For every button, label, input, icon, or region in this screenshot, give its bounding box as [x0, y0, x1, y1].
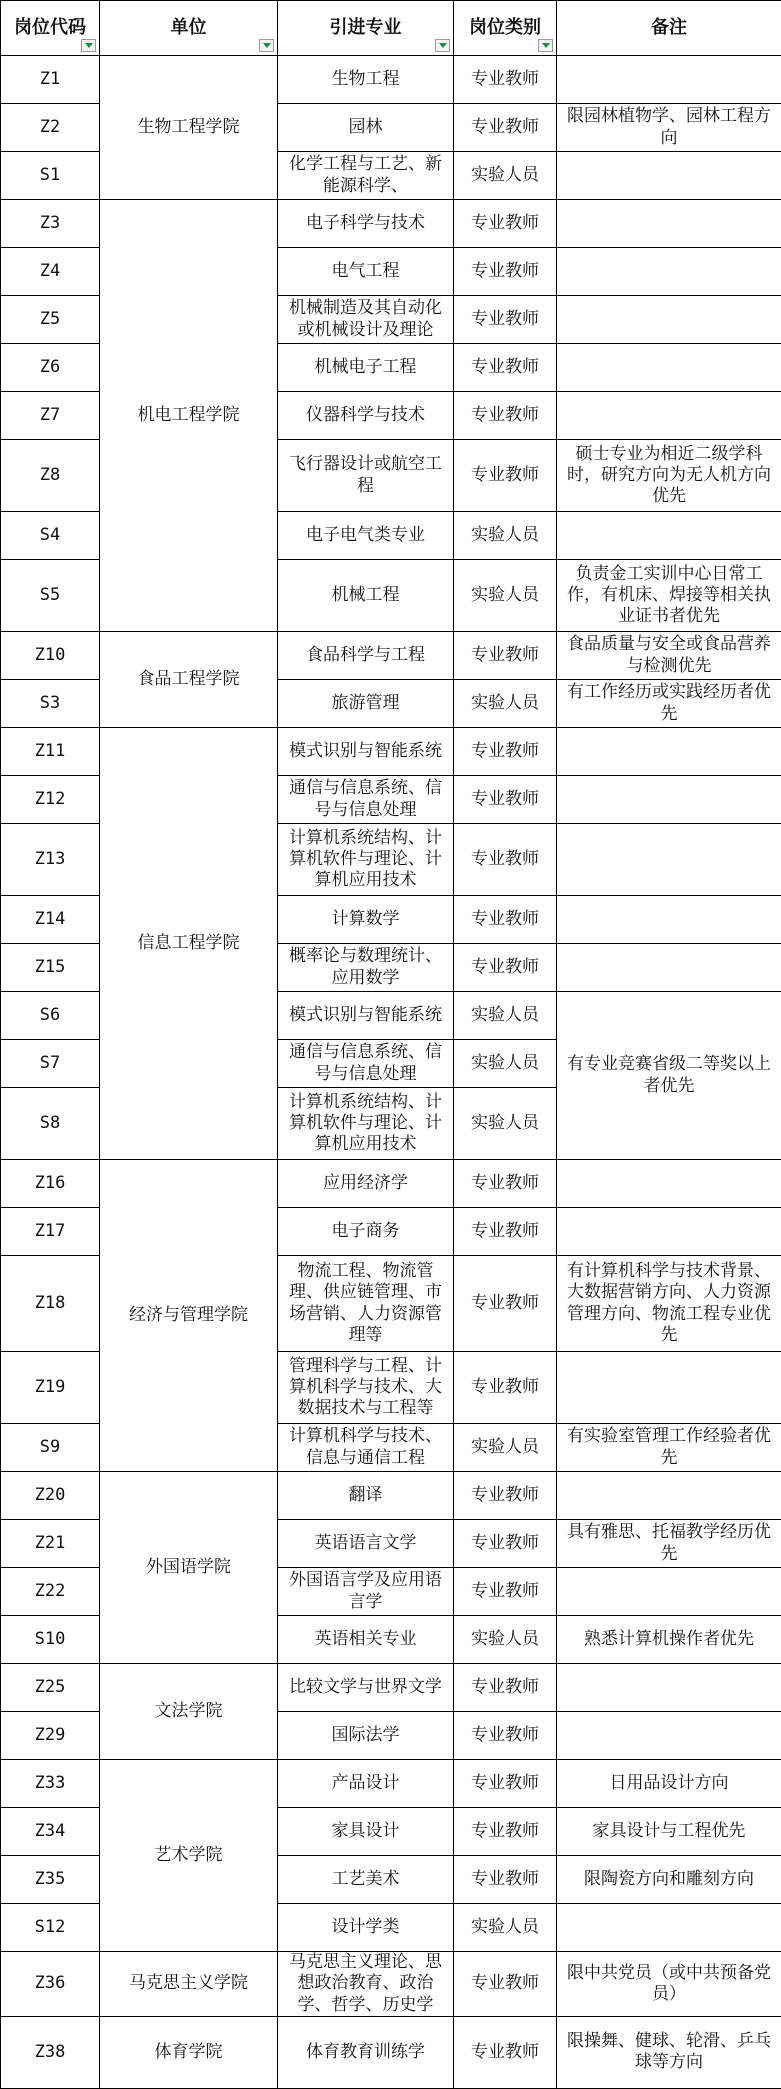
- position-type-cell: 实验人员: [454, 1424, 557, 1472]
- note-cell: 限陶瓷方向和雕刻方向: [557, 1856, 781, 1904]
- unit-cell: 马克思主义学院: [100, 1952, 278, 2017]
- note-cell: 硕士专业为相近二级学科时，研究方向为无人机方向优先: [557, 440, 781, 512]
- position-code-cell: Z22: [1, 1568, 100, 1616]
- position-type-cell: 实验人员: [454, 992, 557, 1040]
- note-cell: [557, 776, 781, 824]
- position-type-cell: 专业教师: [454, 776, 557, 824]
- major-cell: 管理科学与工程、计算机科学与技术、大数据技术与工程等: [278, 1352, 454, 1424]
- position-code-cell: S7: [1, 1040, 100, 1088]
- header-cell: [557, 1, 781, 56]
- table-row: [1, 728, 781, 776]
- unit-cell: 经济与管理学院: [100, 1160, 278, 1472]
- note-cell: [557, 248, 781, 296]
- position-code-cell: Z2: [1, 104, 100, 152]
- position-type-cell: 实验人员: [454, 1040, 557, 1088]
- major-cell: 机械电子工程: [278, 344, 454, 392]
- major-cell: 食品科学与工程: [278, 632, 454, 680]
- position-code-cell: Z25: [1, 1664, 100, 1712]
- position-type-cell: 专业教师: [454, 440, 557, 512]
- major-cell: 家具设计: [278, 1808, 454, 1856]
- header-label: 备注: [651, 17, 687, 38]
- major-cell: 化学工程与工艺、新能源科学、: [278, 152, 454, 200]
- position-type-cell: 专业教师: [454, 392, 557, 440]
- position-code-cell: Z8: [1, 440, 100, 512]
- note-cell: 负责金工实训中心日常工作，有机床、焊接等相关执业证书者优先: [557, 560, 781, 632]
- position-code-cell: Z10: [1, 632, 100, 680]
- filter-dropdown-icon[interactable]: [81, 39, 96, 52]
- position-type-cell: 实验人员: [454, 680, 557, 728]
- major-cell: 电子科学与技术: [278, 200, 454, 248]
- position-code-cell: S9: [1, 1424, 100, 1472]
- header-cell: [278, 1, 454, 56]
- note-cell: [557, 1664, 781, 1712]
- note-cell: 有计算机科学与技术背景、大数据营销方向、人力资源管理方向、物流工程专业优先: [557, 1256, 781, 1352]
- position-code-cell: Z35: [1, 1856, 100, 1904]
- major-cell: 模式识别与智能系统: [278, 728, 454, 776]
- filter-dropdown-icon[interactable]: [259, 39, 274, 52]
- unit-cell: 体育学院: [100, 2016, 278, 2088]
- major-cell: 概率论与数理统计、应用数学: [278, 944, 454, 992]
- table-row: [1, 2016, 781, 2088]
- major-cell: 计算机系统结构、计算机软件与理论、计算机应用技术: [278, 824, 454, 896]
- position-type-cell: 专业教师: [454, 1760, 557, 1808]
- note-cell: [557, 1352, 781, 1424]
- position-code-cell: Z38: [1, 2016, 100, 2088]
- major-cell: 产品设计: [278, 1760, 454, 1808]
- major-cell: 仪器科学与技术: [278, 392, 454, 440]
- note-cell: [557, 1904, 781, 1952]
- unit-cell: 艺术学院: [100, 1760, 278, 1952]
- major-cell: 电子电气类专业: [278, 512, 454, 560]
- filter-dropdown-icon[interactable]: [538, 39, 553, 52]
- major-cell: 应用经济学: [278, 1160, 454, 1208]
- major-cell: 计算机科学与技术、信息与通信工程: [278, 1424, 454, 1472]
- position-type-cell: 实验人员: [454, 152, 557, 200]
- note-cell: 食品质量与安全或食品营养与检测优先: [557, 632, 781, 680]
- note-cell: 家具设计与工程优先: [557, 1808, 781, 1856]
- position-type-cell: 专业教师: [454, 1256, 557, 1352]
- header-label: 岗位类别: [469, 17, 541, 38]
- position-type-cell: 专业教师: [454, 1664, 557, 1712]
- major-cell: 国际法学: [278, 1712, 454, 1760]
- position-type-cell: 专业教师: [454, 56, 557, 104]
- header-cell: [454, 1, 557, 56]
- note-cell: [557, 512, 781, 560]
- unit-cell: 机电工程学院: [100, 200, 278, 632]
- position-code-cell: Z19: [1, 1352, 100, 1424]
- note-cell: [557, 1568, 781, 1616]
- major-cell: 通信与信息系统、信号与信息处理: [278, 776, 454, 824]
- note-cell: 限操舞、健球、轮滑、乒乓球等方向: [557, 2016, 781, 2088]
- position-code-cell: Z17: [1, 1208, 100, 1256]
- header-label: 引进专业: [330, 17, 402, 38]
- position-code-cell: S6: [1, 992, 100, 1040]
- position-type-cell: 专业教师: [454, 248, 557, 296]
- major-cell: 机械工程: [278, 560, 454, 632]
- position-type-cell: 专业教师: [454, 200, 557, 248]
- note-cell: [557, 200, 781, 248]
- unit-cell: 食品工程学院: [100, 632, 278, 728]
- note-cell: 日用品设计方向: [557, 1760, 781, 1808]
- position-code-cell: Z16: [1, 1160, 100, 1208]
- position-code-cell: Z5: [1, 296, 100, 344]
- major-cell: 比较文学与世界文学: [278, 1664, 454, 1712]
- position-type-cell: 专业教师: [454, 944, 557, 992]
- note-cell: 限中共党员（或中共预备党员）: [557, 1952, 781, 2017]
- note-cell: [557, 1712, 781, 1760]
- position-code-cell: Z1: [1, 56, 100, 104]
- major-cell: 英语相关专业: [278, 1616, 454, 1664]
- position-code-cell: Z29: [1, 1712, 100, 1760]
- major-cell: 园林: [278, 104, 454, 152]
- position-code-cell: Z15: [1, 944, 100, 992]
- position-code-cell: Z3: [1, 200, 100, 248]
- note-cell: [557, 296, 781, 344]
- position-type-cell: 专业教师: [454, 728, 557, 776]
- position-code-cell: Z34: [1, 1808, 100, 1856]
- position-type-cell: 专业教师: [454, 1808, 557, 1856]
- position-code-cell: S4: [1, 512, 100, 560]
- position-type-cell: 实验人员: [454, 1088, 557, 1160]
- position-type-cell: 实验人员: [454, 1616, 557, 1664]
- header-label: 岗位代码: [14, 17, 86, 38]
- position-type-cell: 专业教师: [454, 1856, 557, 1904]
- table-row: [1, 1160, 781, 1208]
- major-cell: 体育教育训练学: [278, 2016, 454, 2088]
- position-type-cell: 专业教师: [454, 104, 557, 152]
- unit-cell: 外国语学院: [100, 1472, 278, 1664]
- note-cell: [557, 896, 781, 944]
- major-cell: 英语语言文学: [278, 1520, 454, 1568]
- position-code-cell: Z21: [1, 1520, 100, 1568]
- table-row: [1, 200, 781, 248]
- position-type-cell: 专业教师: [454, 632, 557, 680]
- position-type-cell: 实验人员: [454, 512, 557, 560]
- major-cell: 计算数学: [278, 896, 454, 944]
- position-code-cell: Z11: [1, 728, 100, 776]
- position-type-cell: 专业教师: [454, 1712, 557, 1760]
- note-cell: 有专业竞赛省级二等奖以上者优先: [557, 992, 781, 1160]
- position-code-cell: Z4: [1, 248, 100, 296]
- position-code-cell: S8: [1, 1088, 100, 1160]
- note-cell: [557, 1472, 781, 1520]
- header-cell: [1, 1, 100, 56]
- position-code-cell: S1: [1, 152, 100, 200]
- note-cell: 熟悉计算机操作者优先: [557, 1616, 781, 1664]
- major-cell: 模式识别与智能系统: [278, 992, 454, 1040]
- note-cell: [557, 152, 781, 200]
- filter-dropdown-icon[interactable]: [435, 39, 450, 52]
- major-cell: 外国语言学及应用语言学: [278, 1568, 454, 1616]
- position-type-cell: 专业教师: [454, 2016, 557, 2088]
- note-cell: [557, 944, 781, 992]
- major-cell: 生物工程: [278, 56, 454, 104]
- position-type-cell: 专业教师: [454, 344, 557, 392]
- unit-cell: 信息工程学院: [100, 728, 278, 1160]
- position-code-cell: Z6: [1, 344, 100, 392]
- major-cell: 设计学类: [278, 1904, 454, 1952]
- note-cell: 具有雅思、托福教学经历优先: [557, 1520, 781, 1568]
- position-code-cell: S12: [1, 1904, 100, 1952]
- position-type-cell: 专业教师: [454, 1208, 557, 1256]
- table-row: [1, 56, 781, 104]
- table-row: [1, 1760, 781, 1808]
- note-cell: 有工作经历或实践经历者优先: [557, 680, 781, 728]
- table-row: [1, 632, 781, 680]
- position-code-cell: S3: [1, 680, 100, 728]
- note-cell: [557, 56, 781, 104]
- position-type-cell: 专业教师: [454, 824, 557, 896]
- note-cell: 有实验室管理工作经验者优先: [557, 1424, 781, 1472]
- table-row: [1, 1664, 781, 1712]
- major-cell: 电子商务: [278, 1208, 454, 1256]
- note-cell: [557, 728, 781, 776]
- header-label: 单位: [171, 17, 207, 38]
- position-code-cell: S5: [1, 560, 100, 632]
- table-body: [1, 56, 781, 2089]
- header-cell: [100, 1, 278, 56]
- note-cell: 限园林植物学、园林工程方向: [557, 104, 781, 152]
- position-code-cell: Z7: [1, 392, 100, 440]
- major-cell: 翻译: [278, 1472, 454, 1520]
- position-code-cell: Z20: [1, 1472, 100, 1520]
- position-type-cell: 专业教师: [454, 296, 557, 344]
- note-cell: [557, 392, 781, 440]
- major-cell: 计算机系统结构、计算机软件与理论、计算机应用技术: [278, 1088, 454, 1160]
- position-type-cell: 实验人员: [454, 1904, 557, 1952]
- position-code-cell: Z13: [1, 824, 100, 896]
- major-cell: 工艺美术: [278, 1856, 454, 1904]
- position-code-cell: S10: [1, 1616, 100, 1664]
- note-cell: [557, 824, 781, 896]
- position-type-cell: 专业教师: [454, 1160, 557, 1208]
- unit-cell: 文法学院: [100, 1664, 278, 1760]
- table-row: [1, 1952, 781, 2017]
- note-cell: [557, 1208, 781, 1256]
- position-type-cell: 专业教师: [454, 896, 557, 944]
- position-code-cell: Z36: [1, 1952, 100, 2017]
- major-cell: 马克思主义理论、思想政治教育、政治学、哲学、历史学: [278, 1952, 454, 2017]
- major-cell: 飞行器设计或航空工程: [278, 440, 454, 512]
- position-code-cell: Z14: [1, 896, 100, 944]
- note-cell: [557, 1160, 781, 1208]
- note-cell: [557, 344, 781, 392]
- position-type-cell: 专业教师: [454, 1952, 557, 2017]
- position-type-cell: 专业教师: [454, 1520, 557, 1568]
- position-type-cell: 专业教师: [454, 1568, 557, 1616]
- position-type-cell: 实验人员: [454, 560, 557, 632]
- position-code-cell: Z33: [1, 1760, 100, 1808]
- major-cell: 通信与信息系统、信号与信息处理: [278, 1040, 454, 1088]
- major-cell: 机械制造及其自动化或机械设计及理论: [278, 296, 454, 344]
- unit-cell: 生物工程学院: [100, 56, 278, 200]
- position-code-cell: Z18: [1, 1256, 100, 1352]
- position-type-cell: 专业教师: [454, 1472, 557, 1520]
- table-row: [1, 1472, 781, 1520]
- major-cell: 电气工程: [278, 248, 454, 296]
- major-cell: 旅游管理: [278, 680, 454, 728]
- header-row: [1, 1, 781, 56]
- position-type-cell: 专业教师: [454, 1352, 557, 1424]
- major-cell: 物流工程、物流管理、供应链管理、市场营销、人力资源管理等: [278, 1256, 454, 1352]
- position-code-cell: Z12: [1, 776, 100, 824]
